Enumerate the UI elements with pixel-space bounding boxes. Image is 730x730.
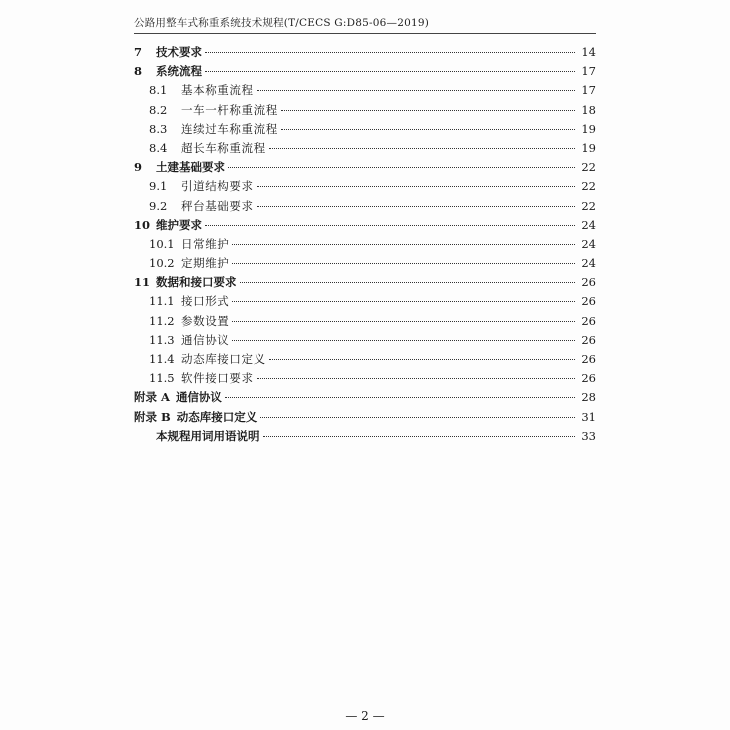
dot-leader xyxy=(225,397,575,398)
toc-entry-page: 26 xyxy=(581,294,596,309)
toc-entry-page: 17 xyxy=(581,64,596,79)
toc-entry-page: 14 xyxy=(581,45,596,59)
toc-entry-title: 参数设置 xyxy=(181,313,230,328)
toc-entry[interactable] xyxy=(134,312,596,331)
dot-leader xyxy=(205,71,575,72)
toc-entry-title: 通信协议 xyxy=(175,390,222,405)
toc-entry-page: 22 xyxy=(581,198,596,213)
toc-entry-number: 7 xyxy=(134,45,143,59)
toc-entry-page: 31 xyxy=(581,409,596,424)
toc-entry-number: 附录 A xyxy=(134,390,170,405)
toc-entry-number: 8 xyxy=(134,64,143,79)
toc-entry[interactable] xyxy=(134,197,596,216)
toc-entry-title: 动态库接口定义 xyxy=(181,352,266,366)
toc-entry[interactable] xyxy=(134,427,596,446)
toc-entry-page: 24 xyxy=(581,256,596,271)
toc-entry-number: 11.5 xyxy=(149,371,175,386)
toc-entry[interactable] xyxy=(134,139,596,158)
toc-entry-title: 一车一杆称重流程 xyxy=(181,102,278,117)
toc-entry-page: 26 xyxy=(581,313,596,328)
dot-leader xyxy=(281,129,575,130)
toc-entry-title: 日常维护 xyxy=(181,236,230,251)
toc-entry-number: 11.1 xyxy=(149,294,175,309)
dot-leader xyxy=(257,90,575,91)
toc-entry-number: 11.4 xyxy=(149,352,175,366)
dot-leader xyxy=(232,244,575,245)
toc-entry-title: 引道结构要求 xyxy=(181,179,254,194)
dot-leader xyxy=(232,340,575,341)
toc-entry[interactable] xyxy=(134,331,596,350)
dot-leader xyxy=(205,52,575,53)
toc-entry[interactable] xyxy=(134,408,596,427)
toc-entry[interactable] xyxy=(134,216,596,235)
dot-leader xyxy=(257,206,575,207)
toc-entry-title: 动态库接口定义 xyxy=(176,409,258,424)
toc-entry[interactable] xyxy=(134,273,596,292)
toc-entry-title: 秤台基础要求 xyxy=(181,198,254,213)
toc-entry[interactable] xyxy=(134,350,596,369)
toc-entry[interactable] xyxy=(134,81,596,100)
toc-entry[interactable] xyxy=(134,158,596,177)
header-rule xyxy=(134,33,596,34)
toc-entry-title: 本规程用词用语说明 xyxy=(156,428,260,443)
toc-entry-number: 11.3 xyxy=(149,332,175,347)
table-of-contents xyxy=(134,43,596,446)
toc-entry-page: 18 xyxy=(581,102,596,117)
toc-entry[interactable] xyxy=(134,254,596,273)
toc-entry-title: 系统流程 xyxy=(156,64,202,79)
toc-entry-title: 超长车称重流程 xyxy=(181,140,266,155)
toc-entry-page: 33 xyxy=(581,428,596,443)
toc-entry-page: 28 xyxy=(581,390,596,405)
toc-entry-title: 连续过车称重流程 xyxy=(181,121,278,136)
toc-entry-page: 26 xyxy=(581,352,596,366)
toc-entry-number: 8.1 xyxy=(149,83,168,98)
toc-entry[interactable] xyxy=(134,292,596,311)
toc-entry-number: 11.2 xyxy=(149,313,175,328)
dot-leader xyxy=(232,301,575,302)
dot-leader xyxy=(281,110,575,111)
toc-entry[interactable] xyxy=(134,62,596,81)
toc-entry[interactable] xyxy=(134,120,596,139)
toc-entry-number: 8.4 xyxy=(149,140,168,155)
dot-leader xyxy=(260,417,575,418)
toc-entry-number: 9.1 xyxy=(149,179,168,194)
toc-entry-number: 9.2 xyxy=(149,198,168,213)
toc-entry-number: 9 xyxy=(134,160,143,175)
toc-entry-title: 土建基础要求 xyxy=(156,160,225,175)
toc-entry-page: 22 xyxy=(581,179,596,194)
toc-entry-number: 10.1 xyxy=(149,236,175,251)
toc-entry-title: 软件接口要求 xyxy=(181,371,254,386)
toc-entry-title: 通信协议 xyxy=(181,332,230,347)
page-number: — 2 — xyxy=(345,709,385,723)
dot-leader xyxy=(257,378,575,379)
dot-leader xyxy=(205,225,575,226)
toc-entry-title: 接口形式 xyxy=(181,294,230,309)
toc-entry-number: 11 xyxy=(134,275,151,290)
toc-entry-page: 19 xyxy=(581,140,596,155)
toc-entry[interactable] xyxy=(134,369,596,388)
toc-entry-title: 基本称重流程 xyxy=(181,83,254,98)
dot-leader xyxy=(232,321,575,322)
toc-entry[interactable] xyxy=(134,43,596,62)
toc-entry-title: 技术要求 xyxy=(156,45,202,59)
toc-entry-page: 22 xyxy=(581,160,596,175)
toc-entry-page: 19 xyxy=(581,121,596,136)
toc-entry-page: 24 xyxy=(581,217,596,232)
toc-entry-title: 定期维护 xyxy=(181,256,230,271)
dot-leader xyxy=(263,436,576,437)
toc-entry-number: 8.2 xyxy=(149,102,168,117)
dot-leader xyxy=(269,148,575,149)
dot-leader xyxy=(232,263,575,264)
toc-entry-number: 附录 B xyxy=(134,409,171,424)
dot-leader xyxy=(257,186,575,187)
toc-entry-title: 数据和接口要求 xyxy=(156,275,237,290)
dot-leader xyxy=(240,282,576,283)
toc-entry[interactable] xyxy=(134,388,596,407)
toc-entry-number: 10.2 xyxy=(149,256,175,271)
toc-entry-number: 8.3 xyxy=(149,121,168,136)
dot-leader xyxy=(228,167,575,168)
running-header: 公路用整车式称重系统技术规程(T/CECS G:D85-06—2019) xyxy=(134,17,430,29)
toc-entry-page: 26 xyxy=(581,332,596,347)
toc-entry[interactable] xyxy=(134,235,596,254)
toc-entry-title: 维护要求 xyxy=(156,217,202,232)
toc-entry[interactable] xyxy=(134,101,596,120)
toc-entry-page: 26 xyxy=(581,275,596,290)
toc-entry-number: 10 xyxy=(134,217,151,232)
toc-entry[interactable] xyxy=(134,177,596,196)
dot-leader xyxy=(269,359,575,360)
toc-entry-page: 26 xyxy=(581,371,596,386)
toc-entry-page: 24 xyxy=(581,236,596,251)
toc-entry-page: 17 xyxy=(581,83,596,98)
